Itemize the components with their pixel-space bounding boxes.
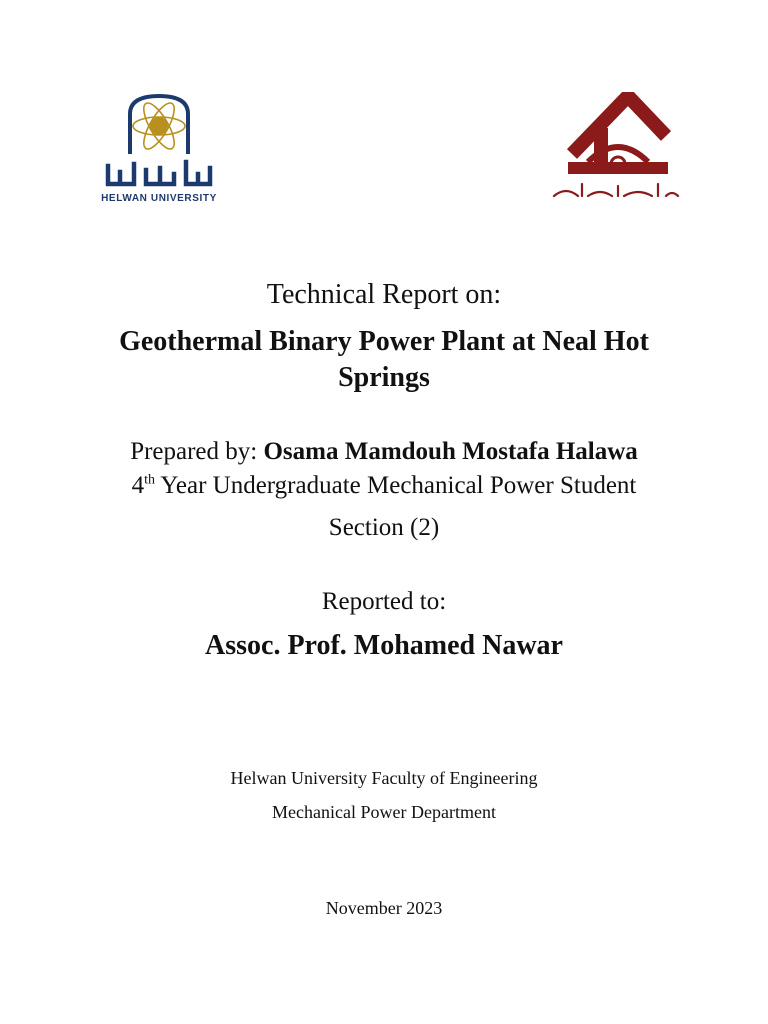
faculty-of-engineering-logo [548, 92, 684, 208]
helwan-atom-emblem-icon [100, 92, 218, 192]
report-title: Geothermal Binary Power Plant at Neal Hot Springs [119, 326, 649, 393]
department-name: Mechanical Power Department [272, 802, 496, 822]
year-number: 4 [131, 472, 145, 499]
student-year-line [0, 472, 768, 500]
helwan-university-logo [100, 92, 218, 208]
helwan-university-caption: HELWAN UNIVERSITY [101, 193, 217, 204]
report-date: November 2023 [325, 898, 443, 918]
section-number: Section (2) [328, 514, 440, 541]
student-description: Year Undergraduate Mechanical Power Student [155, 472, 637, 499]
author-name: Osama Mamdouh Mostafa Halawa [263, 438, 638, 465]
report-label: Technical Report on: [266, 279, 502, 310]
year-ordinal-suffix: th [144, 472, 156, 488]
faculty-emblem-icon [548, 92, 684, 208]
faculty-name: Helwan University Faculty of Engineering [230, 768, 538, 788]
prepared-by-label: Prepared by: [130, 438, 264, 465]
prepared-by-line [0, 438, 768, 466]
reported-to-label: Reported to: [321, 588, 447, 615]
supervisor-name: Assoc. Prof. Mohamed Nawar [205, 630, 563, 661]
